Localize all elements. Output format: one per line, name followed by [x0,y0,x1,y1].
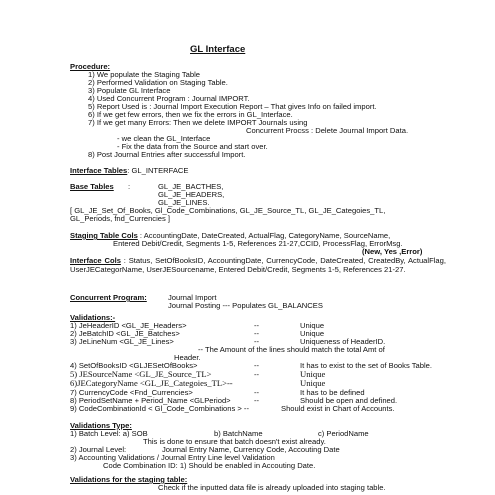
validation-left: 7) CurrencyCode <Fnd_Currencies> [70,388,193,397]
procedure-step: 4) Used Concurrent Program : Journal IMPORT. [88,94,250,103]
validation-right: Unique [300,378,326,388]
procedure-step: 3) Populate GL Interface [88,86,171,95]
procedure-substep: - Fix the data from the Source and start over. [117,142,268,151]
validation-dash: -- [254,370,260,379]
page-title: GL Interface [190,44,246,55]
validation-type-line: Journal Entry Name, Currency Code, Accouting Date [162,445,340,454]
procedure-step: 2) Performed Validation on Staging Table. [88,78,228,87]
procedure-step: 1) We populate the Staging Table [88,70,201,79]
interface-tables-value: : GL_INTERFACE [127,166,189,175]
procedure-substep: - we clean the GL_Interface [117,134,211,143]
validation-right: It has to be defined [300,388,365,397]
staging-validation-heading: Validations for the staging table: [70,475,188,484]
validation-left: 9) CodeCombinationId < Gl_Code_Combinations > -- [70,404,249,413]
validation-type-line: 3) Accounting Validations / Journal Entry Line level Validation [70,453,275,462]
validation-right: Uniqueness of HeaderID. [300,337,386,346]
validation-left: 5) JESourceName <GL_JE_Source_TL> [70,369,212,379]
staging-cols-heading: Staging Table Cols [70,231,138,240]
interface-tables-line [70,166,188,175]
validation-right: Unique [300,329,325,338]
validation-right: It has to exist to the set of Books Table. [300,361,432,370]
base-tables-extra: [ GL_JE_Set_Of_Books, Gl_Code_Combinations, GL_JE_Source_TL, GL_JE_Categoies_TL, [70,206,386,215]
base-table-item: GL_JE_LINES. [158,198,210,207]
validation-dash: -- [254,337,260,346]
procedure-step: 5) Report Used is : Journal Import Execution Report – That gives Info on failed import. [88,102,377,111]
procedure-step: Concurrent Procss : Delete Journal Import Data. [246,126,409,135]
procedure-step: 7) If we get many Errors: Then we delete IMPORT Journals using [88,118,308,127]
validation-right: Should exist in Chart of Accounts. [281,404,395,413]
validation-dash: -- [254,321,260,330]
validation-dash: -- [254,396,260,405]
interface-cols-block [70,256,446,274]
interface-tables-heading: Interface Tables [70,166,128,175]
procedure-heading: Procedure: [70,62,111,71]
validation-type-line: b) BatchName [214,429,263,438]
validation-dash: -- [254,388,260,397]
procedure-step: 6) If we get few errors, then we fix the errors in GL_Interface. [88,110,293,119]
validation-type-line: 2) Journal Level: [70,445,127,454]
base-tables-extra: GL_Periods, fnd_Currencies ] [70,214,171,223]
staging-cols-text: : AccountingDate, DateCreated, ActualFlag, CategoryName, SourceName, [139,231,391,240]
validation-right: Unique [300,321,325,330]
validation-left: 1) JeHeaderID <GL_JE_Headers> [70,321,187,330]
validation-type-line: Code Combination ID: 1) Should be enabled in Accouting Date. [103,461,316,470]
validation-left: 8) PeriodSetName + Period_Name <GLPeriod> [70,396,231,405]
validation-type-line: This is done to ensure that batch doesn't exist already. [143,437,326,446]
base-table-item: GL_JE_BACTHES, [158,182,224,191]
base-tables-colon: : [128,182,131,191]
validation-left: 3) JeLineNum <GL_JE_Lines> [70,337,174,346]
validation-type-line: c) PeriodName [318,429,369,438]
interface-cols-heading: Interface Cols [70,256,121,265]
validation-dash: -- [254,361,260,370]
validation-left: 2) JeBatchID <GL_JE_Batches> [70,329,180,338]
validation-type-heading: Validations Type: [70,421,132,430]
base-tables-heading: Base Tables [70,182,114,191]
amount-note: Header. [174,353,201,362]
staging-cols-flags: (New, Yes ,Error) [362,247,423,256]
validation-type-line: 1) Batch Level: a) SOB [70,429,148,438]
concurrent-line: Journal Posting --- Populates GL_BALANCES [168,301,323,310]
validation-right: Should be open and defined. [300,396,398,405]
staging-validation-text: Check if the inputted data file is already uploaded into staging table. [158,483,386,492]
concurrent-line: Journal Import [168,293,217,302]
amount-note: -- The Amount of the lines should match the total Amt of [198,345,385,354]
validation-dash: -- [254,329,260,338]
validation-right: Unique [300,369,326,379]
base-table-item: GL_JE_HEADERS, [158,190,225,199]
interface-cols-text: : Status, SetOfBooksID, AccountingDate, CurrencyCode, DateCreated, CreatedBy, ActualFlag, UserJECategorName, UserJESourcename, Entered Debit/Credit, Segments 1-5, References 21-27. [70,256,446,274]
procedure-step: 8) Post Journal Entries after successful Import. [88,150,246,159]
staging-cols-text-2: Entered Debit/Credit, Segments 1-5, References 21-27,CCID, ProcessFlag, ErrorMsg. [113,239,403,248]
validation-left: 6)JECategoryName <GL_JE_Categoies_TL>-- [70,378,233,388]
validations-heading: Validations:- [70,313,116,322]
validation-left: 4) SetOfBooksID <GLJESetOfBooks> [70,361,198,370]
concurrent-heading: Concurrent Program: [70,293,147,302]
